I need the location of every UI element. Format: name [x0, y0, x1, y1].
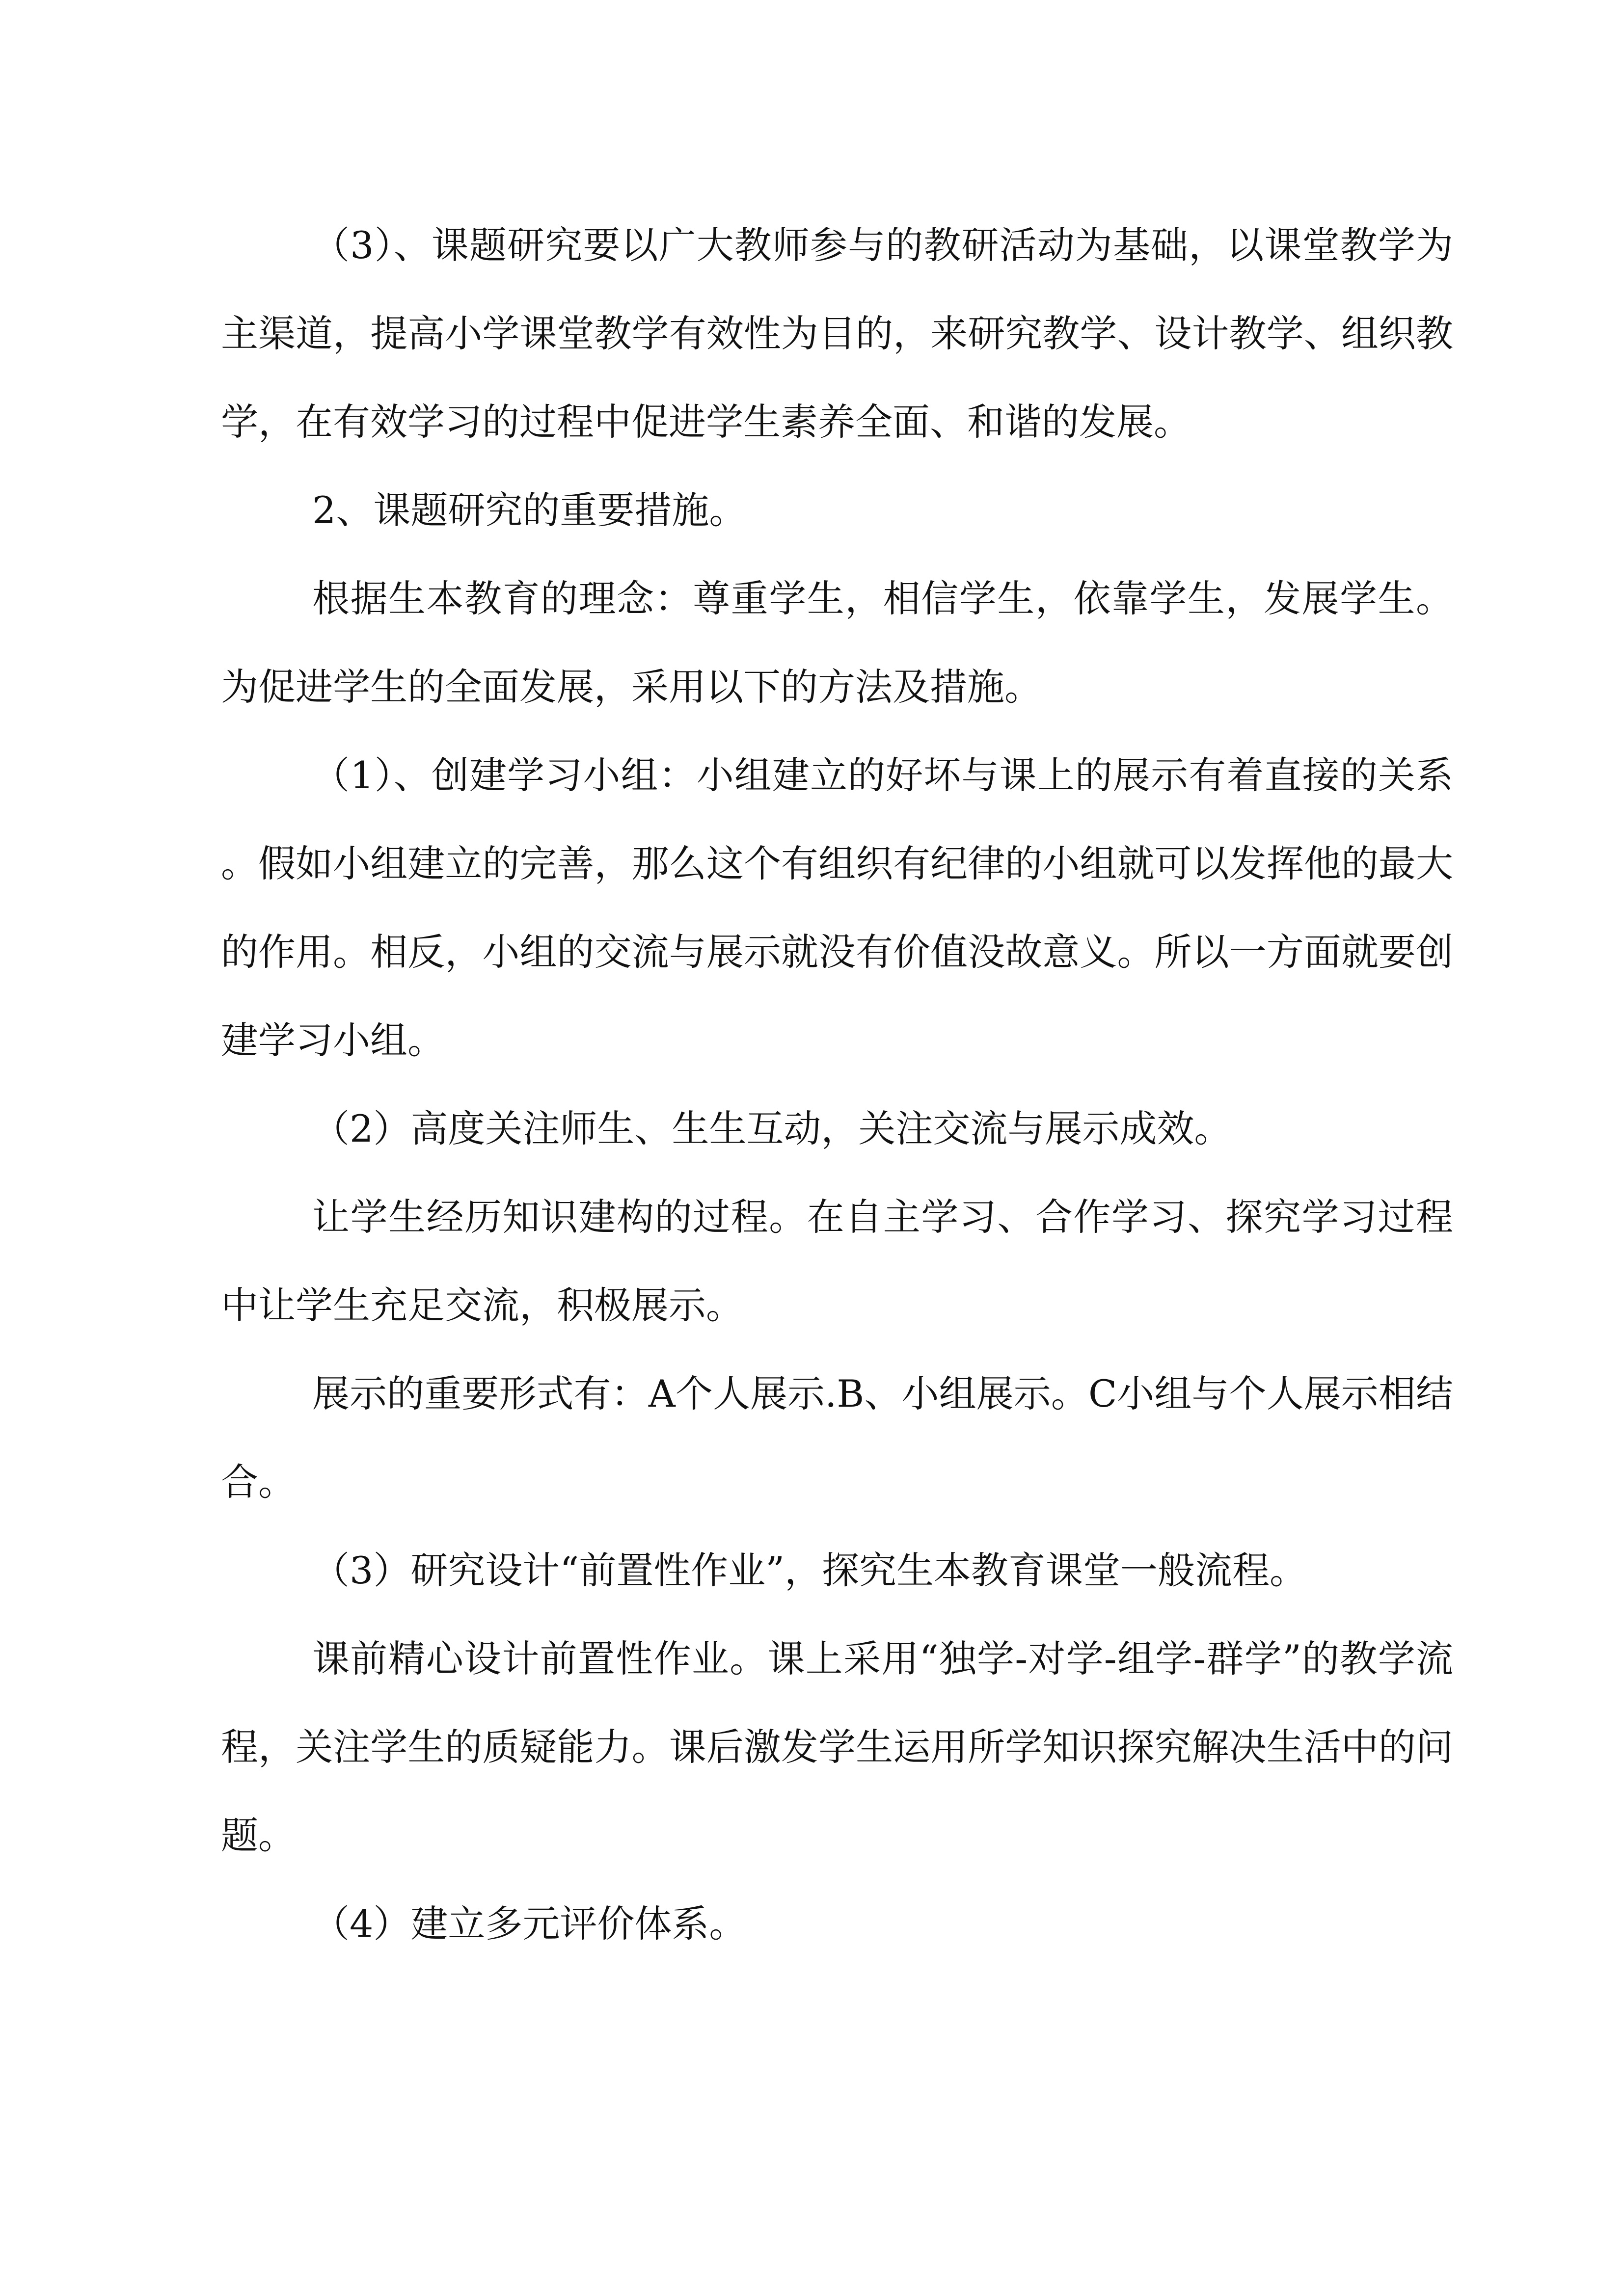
document-body — [221, 201, 1453, 1968]
paragraph-preview-homework-heading: （3）研究设计“前置性作业”，探究生本教育课堂一般流程。 — [312, 1548, 1307, 1592]
paragraph-study-groups: （1）、创建学习小组：小组建立的好坏与课上的展示有着直接的关系。假如小组建立的完善，那么这个有组织有纪律的小组就可以发挥他的最大的作用。相反，小组的交流与展示就没有价值没故意义。所以一方面就要创建学习小组。 — [221, 753, 1453, 1062]
paragraph-research-basis: （3）、课题研究要以广大教师参与的教研活动为基础，以课堂教学为主渠道，提高小学课堂教学有效性为目的，来研究教学、设计教学、组织教学，在有效学习的过程中促进学生素养全面、和谐的发展。 — [221, 223, 1453, 444]
paragraph-student-centered-concept: 根据生本教育的理念：尊重学生，相信学生，依靠学生，发展学生。为促进学生的全面发展，采用以下的方法及措施。 — [221, 577, 1453, 709]
paragraph-class-process: 课前精心设计前置性作业。课上采用“独学-对学-组学-群学”的教学流程，关注学生的质疑能力。课后激发学生运用所学知识探究解决生活中的问题。 — [221, 1637, 1453, 1857]
paragraph-knowledge-construction: 让学生经历知识建构的过程。在自主学习、合作学习、探究学习过程中让学生充足交流，积极展示。 — [221, 1195, 1453, 1327]
paragraph-measures-heading: 2、课题研究的重要措施。 — [312, 488, 747, 532]
paragraph-display-forms: 展示的重要形式有：A个人展示.B、小组展示。C小组与个人展示相结合。 — [221, 1372, 1453, 1504]
paragraph-evaluation-heading: （4）建立多元评价体系。 — [312, 1902, 747, 1946]
paragraph-interaction-heading: （2）高度关注师生、生生互动，关注交流与展示成效。 — [312, 1107, 1232, 1150]
